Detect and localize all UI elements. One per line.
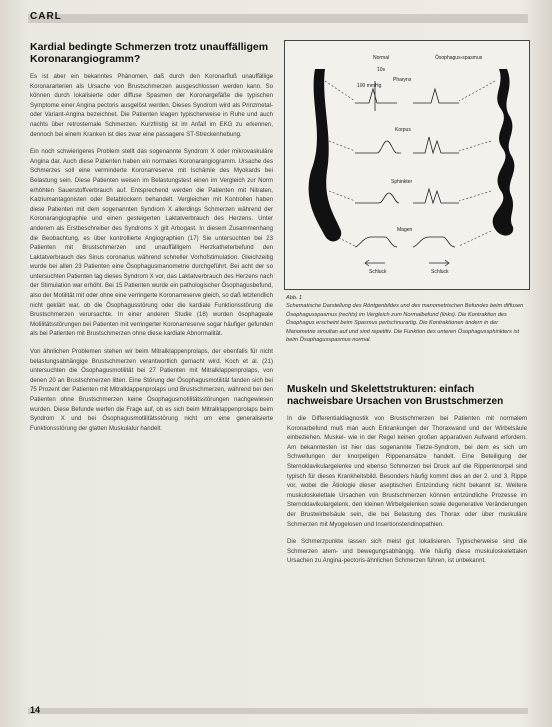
article-headline: Kardial bedingte Schmerzen trotz unauffälligem Koronarangiogramm? bbox=[30, 41, 269, 65]
label-spasm: Ösophagus-spasmus bbox=[435, 55, 483, 61]
section-heading: Muskeln und Skelettstrukturen: einfach nachweisbare Ursachen von Brustschmerzen bbox=[287, 384, 504, 407]
label-pharynx: Pharynx bbox=[393, 77, 412, 83]
running-header: CARL bbox=[30, 11, 62, 22]
label-corpus: Korpus bbox=[395, 127, 411, 133]
paragraph: Ein noch schwierigeres Problem stellt das sogenannte Syndrom X oder mikrovaskuläre Angina dar. Auch diese Patienten haben ein normales Koronarangiogramm. Ursache des Schmerzes soll eine verminderte Koronarreserve mit Ischämie des Myokards bei Belastung sein. Diese Patienten weisen im Belastungstest einen im Vergleich zur Norm erhöhten Sauerstoffverbrauch auf. Entsprechend werden die Patienten mit Nitraten, Kalziumantagonisten oder Betablockern behandelt. Vergleichen mit Kontrollen haben diese Patienten mit dem sogenannten Syndrom X allerdings Schmerzen während der Koronarangiographie und einen gesteigerten Laktatverbrauch des Herzens. Unter anderem als Erstbeschreiber des Syndroms X gilt Arbogast. In diesem Zusammenhang die Beobachtung, es über kontrollierte Angiographien (17) Sie untersuchten bei 23 Patienten mit Brustschmerzen und unauffälligem Herzkatheterbefund den Laktatverbrauch des Sinus coronarius während schneller Vorhofstimulation. Gleichzeitig wurde bei allen 23 Patienten eine Ösophagusmanometrie durchgeführt. Bei acht der so untersuchten Patienten lag dieses Syndrom X vor, das Laktatverbrauch des Herzens nach der Stimulation war erhöht. Bei 15 Patienten wurde ein pathologischer Ösophagusbefund, also der Motilität mit oder ohne eine verringerte Koronarreserve gleich, so daß letztendlich nicht geklärt war, ob die Ösophagusstörung oder die kardiale Funktionsstörung die Brustschmerzen verursachte. In einer anderen Studie (18) wurden ösophageale Motilitätsstörungen bei Patienten mit verringerter Koronarreserve sogar häufiger gefunden als bei Patienten mit Brustschmerzen ohne diese kardiale Abnormalität. bbox=[30, 148, 273, 338]
label-ms: 10s bbox=[377, 67, 386, 73]
footer-bar bbox=[28, 708, 528, 714]
figure-diagram bbox=[284, 40, 530, 290]
label-mmhg: 100 mmHg bbox=[357, 83, 382, 89]
body-column-right bbox=[287, 414, 527, 699]
figure-caption-label: Abb. 1 bbox=[286, 295, 303, 301]
esophagus-manometry-diagram bbox=[285, 41, 529, 289]
label-sphincter: Sphinkter bbox=[391, 179, 413, 185]
figure-caption bbox=[286, 294, 524, 344]
spasm-traces bbox=[413, 89, 459, 247]
arrow-icon bbox=[429, 260, 449, 266]
spasm-esophagus-shape bbox=[493, 69, 515, 236]
paragraph: Von ähnlichen Problemen stehen wir beim Mitralklappenprolaps, der ebenfalls für nicht belastungsabhängige Brustschmerzen verantwortlich gemacht wird. Koch et al. (21) untersuchten die Ösophagusmotilität bei 27 Patienten mit Mitralklappenprolaps, von denen 20 an Brustschmerzen litten. Eine Störung der Ösophagusmotilität fanden sich bei 75 Prozent der Patienten mit Mitralklappenprolaps und Brustschmerzen, während bei den Patienten ohne Brustschmerzen keine Ösophagusmotilitätsstörungen nachgewiesen wurden. Diese Befunde werfen die Frage auf, ob es sich beim Mitralklappenprolaps beim Syndrom X und bei Ösophagusmotilitätsstörung nicht um eine generalisierte Funktionsstörung der glatten Muskulatur handelt. bbox=[30, 348, 273, 432]
paragraph: In die Differentialdiagnostik von Brustschmerzen bei Patienten mit normalem Koronarbefund muß man auch Erkrankungen der Thoraxwand und der Wirbelsäule einbeziehen. Muskel- wie in der Regel keinen großen apparativen Aufwand erfordern. Am bekanntesten ist hier das sogenannte Tietze-Syndrom, bei dem es sich um Schwellungen der knorpeligen Rippenansätze handelt. Eine Beteiligung der Sternoklavikulargelenke und ebenso Schmerzen bei Druck auf die Rippenknorpel sind typisch für dieses Krankheitsbild. Besonders häufig kommt dies an der 2. und 3. Rippe vor, wobei die Ätiologie dieser aseptischen Entzündung nicht bekannt ist. Weitere muskuloskelettale Ursachen von Brustschmerzen können entzündliche Prozesse im Sternoklavikulargelenk, den kleinen Wirbelgelenken sowie degenerative Veränderungen der Brustwirbelsäule sein, die bei Belastung des Thorax oder über muskuläre Schmerzen mit Myogelosen und Insertionstendinopathien. bbox=[287, 415, 527, 528]
label-schluck-right: Schluck bbox=[431, 269, 449, 275]
figure-caption-text: Schematische Darstellung des Röntgenbildes und des manometrischen Befundes beim diffusen Ösophagusspasmus (rechts) im Vergleich zum Normalbefund (links). Die Kontraktion des Ösophagus erscheint beim Spasmus perlschnurartig. Die Kontraktionen ändern in der Manometrie simultan auf und sind repetitiv. Die Funktion des unteren Ösophagussphinkters ist beim Ösophagusspasmus normal. bbox=[286, 303, 524, 344]
connector-lines bbox=[325, 81, 495, 246]
paragraph: Es ist aber ein bekanntes Phänomen, daß durch den Koronarfluß unauffällige Koronararterien als Ursache von Brustschmerzen ausgeschlossen werden kann. So können durch lokalisierte oder diffuse Spasmen der Koronargefäße die typischen Symptome einer Angina pectoris ausgelöst werden. Dieses Syndrom wird als Prinzmetal- oder Variant-Angina bezeichnet. Die Patienten klagen typischerweise in Ruhe und auch nachts über retrosternale Schmerzen. Kurzfristig ist im Anfall im EKG zu erkennen, dennoch bei einem Kranken ist dies zwar eine passagere ST-Streckenhebung. bbox=[30, 73, 273, 138]
body-column-left bbox=[30, 72, 273, 712]
paragraph: Die Schmerzpunkte lassen sich meist gut lokalisieren. Typischerweise sind die Schmerzen atem- und bewegungsabhängig. Wie häufig diese muskuloskelettalen Ursachen zu Angina-pectoris-ähnlichen Schmerzen führen, ist unbekannt. bbox=[287, 538, 527, 565]
page-number: 14 bbox=[30, 705, 41, 715]
label-schluck-left: Schluck bbox=[369, 269, 387, 275]
header-bar bbox=[28, 14, 528, 23]
label-magen: Magen bbox=[397, 227, 413, 233]
normal-traces bbox=[355, 89, 401, 247]
label-normal: Normal bbox=[373, 55, 390, 61]
normal-esophagus-shape bbox=[309, 69, 342, 241]
arrow-icon bbox=[365, 260, 385, 266]
